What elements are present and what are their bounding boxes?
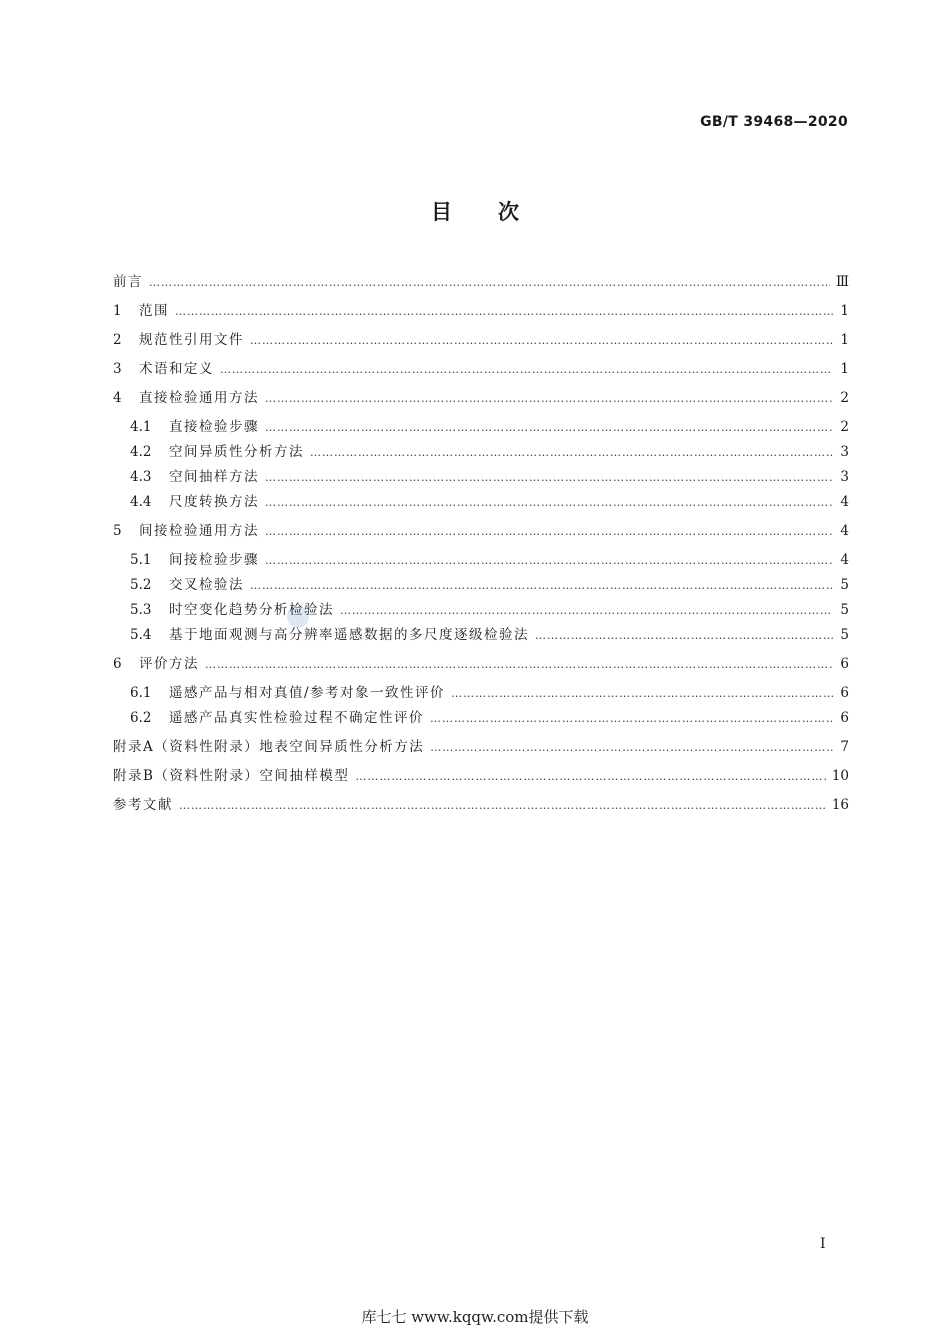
- toc-entry-number: 1: [113, 303, 122, 319]
- toc-entry-page: 2: [840, 390, 849, 406]
- toc-entry[interactable]: [113, 708, 849, 729]
- toc-entry[interactable]: [113, 301, 849, 322]
- standard-code: GB/T 39468—2020: [700, 114, 848, 130]
- toc-entry-number: 4.2: [130, 444, 152, 460]
- toc-entry[interactable]: [113, 330, 849, 351]
- toc-entry[interactable]: [113, 575, 849, 596]
- toc-entry-page: 6: [840, 685, 849, 701]
- toc-entry-label: 规范性引用文件: [139, 332, 244, 348]
- footer-credit: 库七七 www.kqqw.com提供下载: [361, 1308, 589, 1326]
- toc-entry[interactable]: [113, 600, 849, 621]
- toc-leader-dots: [355, 767, 825, 787]
- toc-leader-dots: [250, 331, 833, 351]
- toc-leader-dots: [265, 468, 833, 488]
- toc-entry-label: 基于地面观测与高分辨率遥感数据的多尺度逐级检验法: [169, 627, 529, 643]
- toc-leader-dots: [430, 709, 833, 729]
- toc-entry[interactable]: [113, 442, 849, 463]
- toc-entry[interactable]: [113, 521, 849, 542]
- toc-entry-page: Ⅲ: [835, 274, 849, 290]
- toc-entry-number: 6.1: [130, 685, 152, 701]
- toc-entry-page: 5: [840, 577, 849, 593]
- toc-entry-label: 参考文献: [113, 797, 173, 813]
- toc-entry-label: 直接检验步骤: [169, 419, 259, 435]
- toc-entry[interactable]: [113, 766, 849, 787]
- toc-entry-page: 5: [840, 602, 849, 618]
- toc-leader-dots: [205, 655, 833, 675]
- toc-entry[interactable]: [113, 272, 849, 293]
- toc-entry[interactable]: [113, 737, 849, 758]
- toc-entry-label: 前言: [113, 274, 143, 290]
- page-folio: Ⅰ: [820, 1236, 826, 1252]
- toc-leader-dots: [149, 273, 830, 293]
- toc-entry-page: 4: [840, 552, 849, 568]
- toc-entry-label: 尺度转换方法: [169, 494, 259, 510]
- toc-entry-page: 1: [840, 361, 849, 377]
- toc-entry-label: 空间抽样方法: [169, 469, 259, 485]
- page-title: 目次: [431, 200, 565, 224]
- toc-entry-number: 4.4: [130, 494, 152, 510]
- toc-entry-label: 范围: [139, 303, 169, 319]
- toc-entry-number: 5.4: [130, 627, 152, 643]
- toc-entry-number: 2: [113, 332, 122, 348]
- toc-leader-dots: [430, 738, 833, 758]
- toc-entry[interactable]: [113, 625, 849, 646]
- toc-entry-number: 5.3: [130, 602, 152, 618]
- toc-entry-label: 遥感产品真实性检验过程不确定性评价: [169, 710, 424, 726]
- toc-leader-dots: [535, 626, 833, 646]
- toc-leader-dots: [310, 443, 833, 463]
- toc-entry-number: 4.1: [130, 419, 152, 435]
- toc-entry-page: 5: [840, 627, 849, 643]
- toc-entry-label: 遥感产品与相对真值/参考对象一致性评价: [169, 685, 446, 701]
- toc-leader-dots: [340, 601, 833, 621]
- toc-leader-dots: [179, 796, 826, 816]
- toc-entry-number: 5.2: [130, 577, 152, 593]
- toc-entry-number: 6.2: [130, 710, 152, 726]
- toc-entry-page: 3: [840, 469, 849, 485]
- toc-entry-page: 1: [840, 332, 849, 348]
- toc-entry-page: 2: [840, 419, 849, 435]
- toc-entry[interactable]: [113, 795, 849, 816]
- toc-entry[interactable]: [113, 388, 849, 409]
- toc-entry-page: 6: [840, 710, 849, 726]
- toc-entry-number: 5: [113, 523, 122, 539]
- toc-leader-dots: [265, 418, 833, 438]
- toc-entry[interactable]: [113, 654, 849, 675]
- toc-entry-label: 评价方法: [139, 656, 199, 672]
- toc-entry-page: 16: [831, 797, 849, 813]
- toc-entry-number: 4: [113, 390, 122, 406]
- toc-entry-number: 5.1: [130, 552, 152, 568]
- toc-leader-dots: [250, 576, 833, 596]
- toc-entry-page: 4: [840, 494, 849, 510]
- toc-entry-number: 3: [113, 361, 122, 377]
- toc-entry-label: 间接检验通用方法: [139, 523, 259, 539]
- toc-leader-dots: [451, 684, 833, 704]
- toc-entry[interactable]: [113, 683, 849, 704]
- toc-entry-label: 交叉检验法: [169, 577, 244, 593]
- toc-entry-label: 术语和定义: [139, 361, 214, 377]
- toc-entry-page: 3: [840, 444, 849, 460]
- toc-entry[interactable]: [113, 492, 849, 513]
- toc-entry-number: 6: [113, 656, 122, 672]
- toc-entry-page: 7: [840, 739, 849, 755]
- toc-leader-dots: [265, 389, 833, 409]
- toc-entry-page: 4: [840, 523, 849, 539]
- toc-entry-number: 4.3: [130, 469, 152, 485]
- toc-entry-label: 附录B（资料性附录）空间抽样模型: [113, 768, 350, 784]
- toc-entry-label: 直接检验通用方法: [139, 390, 259, 406]
- toc-entry-page: 6: [840, 656, 849, 672]
- toc-entry-label: 附录A（资料性附录）地表空间异质性分析方法: [113, 739, 425, 755]
- toc-entry[interactable]: [113, 359, 849, 380]
- toc-leader-dots: [220, 360, 833, 380]
- toc-leader-dots: [265, 522, 833, 542]
- toc-entry-label: 空间异质性分析方法: [169, 444, 304, 460]
- toc-entry-page: 10: [831, 768, 849, 784]
- toc-entry[interactable]: [113, 467, 849, 488]
- toc-entry-label: 间接检验步骤: [169, 552, 259, 568]
- toc-entry[interactable]: [113, 417, 849, 438]
- toc-leader-dots: [265, 493, 833, 513]
- toc-entry[interactable]: [113, 550, 849, 571]
- toc-leader-dots: [175, 302, 833, 322]
- toc-entry-label: 时空变化趋势分析检验法: [169, 602, 334, 618]
- toc-leader-dots: [265, 551, 833, 571]
- toc-entry-page: 1: [840, 303, 849, 319]
